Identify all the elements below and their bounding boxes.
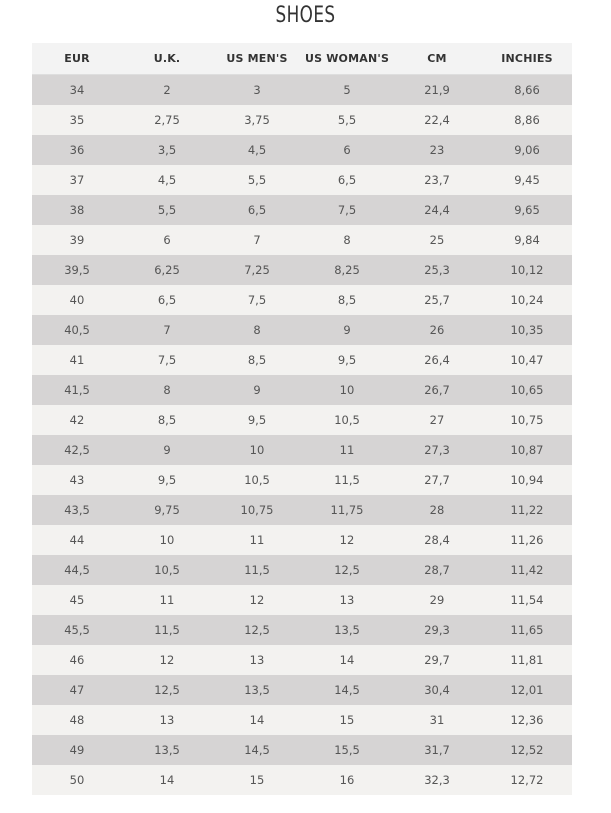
table-cell: 6 <box>302 135 392 165</box>
size-table <box>32 43 572 795</box>
table-cell: 49 <box>32 735 122 765</box>
table-cell: 7,5 <box>212 285 302 315</box>
table-cell: 9 <box>302 315 392 345</box>
table-row <box>32 465 572 495</box>
table-cell: 8 <box>122 375 212 405</box>
table-cell: 44,5 <box>32 555 122 585</box>
table-cell: 11,75 <box>302 495 392 525</box>
table-row <box>32 195 572 225</box>
table-body <box>32 75 572 796</box>
table-row <box>32 255 572 285</box>
table-cell: 31 <box>392 705 482 735</box>
table-cell: 13,5 <box>122 735 212 765</box>
table-cell: 25,7 <box>392 285 482 315</box>
table-cell: 12 <box>122 645 212 675</box>
table-cell: 10,94 <box>482 465 572 495</box>
table-cell: 3,75 <box>212 105 302 135</box>
table-cell: 14 <box>302 645 392 675</box>
table-cell: 12,5 <box>122 675 212 705</box>
table-cell: 11 <box>302 435 392 465</box>
table-cell: 24,4 <box>392 195 482 225</box>
table-cell: 12 <box>302 525 392 555</box>
table-row <box>32 105 572 135</box>
table-cell: 29,7 <box>392 645 482 675</box>
table-cell: 9 <box>122 435 212 465</box>
table-cell: 14,5 <box>212 735 302 765</box>
table-row <box>32 345 572 375</box>
table-cell: 5,5 <box>212 165 302 195</box>
table-cell: 11,26 <box>482 525 572 555</box>
table-cell: 12,01 <box>482 675 572 705</box>
table-cell: 26,4 <box>392 345 482 375</box>
table-cell: 13 <box>302 585 392 615</box>
table-cell: 10,65 <box>482 375 572 405</box>
table-row <box>32 555 572 585</box>
table-cell: 9,5 <box>122 465 212 495</box>
table-row <box>32 165 572 195</box>
table-header-row <box>32 43 572 75</box>
table-cell: 22,4 <box>392 105 482 135</box>
table-cell: 6 <box>122 225 212 255</box>
table-cell: 11,5 <box>122 615 212 645</box>
table-cell: 14 <box>212 705 302 735</box>
table-cell: 10,75 <box>482 405 572 435</box>
table-cell: 10,47 <box>482 345 572 375</box>
table-cell: 7,5 <box>122 345 212 375</box>
table-cell: 12,36 <box>482 705 572 735</box>
table-cell: 28,7 <box>392 555 482 585</box>
table-cell: 10,24 <box>482 285 572 315</box>
table-cell: 8,25 <box>302 255 392 285</box>
table-cell: 11,5 <box>302 465 392 495</box>
table-cell: 11,81 <box>482 645 572 675</box>
table-cell: 25 <box>392 225 482 255</box>
table-row <box>32 495 572 525</box>
table-cell: 47 <box>32 675 122 705</box>
table-cell: 9,45 <box>482 165 572 195</box>
table-cell: 40,5 <box>32 315 122 345</box>
table-cell: 5,5 <box>122 195 212 225</box>
table-cell: 11,65 <box>482 615 572 645</box>
table-cell: 8,5 <box>302 285 392 315</box>
table-cell: 2,75 <box>122 105 212 135</box>
table-cell: 27 <box>392 405 482 435</box>
table-cell: 23,7 <box>392 165 482 195</box>
table-row <box>32 615 572 645</box>
table-cell: 23 <box>392 135 482 165</box>
table-cell: 48 <box>32 705 122 735</box>
table-cell: 3 <box>212 75 302 106</box>
table-row <box>32 285 572 315</box>
table-cell: 42,5 <box>32 435 122 465</box>
table-cell: 6,5 <box>122 285 212 315</box>
table-cell: 12 <box>212 585 302 615</box>
column-header: U.K. <box>122 43 212 75</box>
table-cell: 8 <box>212 315 302 345</box>
table-cell: 26 <box>392 315 482 345</box>
table-cell: 7,5 <box>302 195 392 225</box>
table-cell: 45 <box>32 585 122 615</box>
table-cell: 27,3 <box>392 435 482 465</box>
table-cell: 15 <box>212 765 302 795</box>
table-cell: 27,7 <box>392 465 482 495</box>
column-header: INCHIES <box>482 43 572 75</box>
table-cell: 8,5 <box>122 405 212 435</box>
table-row <box>32 585 572 615</box>
table-cell: 13 <box>212 645 302 675</box>
table-row <box>32 135 572 165</box>
table-cell: 41,5 <box>32 375 122 405</box>
table-cell: 9,84 <box>482 225 572 255</box>
table-cell: 6,5 <box>302 165 392 195</box>
table-cell: 10,75 <box>212 495 302 525</box>
table-cell: 9,5 <box>212 405 302 435</box>
table-cell: 13 <box>122 705 212 735</box>
table-row <box>32 75 572 106</box>
table-cell: 7 <box>122 315 212 345</box>
column-header: US WOMAN'S <box>302 43 392 75</box>
table-cell: 29,3 <box>392 615 482 645</box>
table-cell: 16 <box>302 765 392 795</box>
table-cell: 10,5 <box>122 555 212 585</box>
table-cell: 42 <box>32 405 122 435</box>
table-cell: 11,42 <box>482 555 572 585</box>
table-cell: 13,5 <box>212 675 302 705</box>
table-cell: 38 <box>32 195 122 225</box>
table-cell: 41 <box>32 345 122 375</box>
table-cell: 11 <box>122 585 212 615</box>
table-cell: 29 <box>392 585 482 615</box>
table-cell: 34 <box>32 75 122 106</box>
table-row <box>32 675 572 705</box>
table-cell: 43,5 <box>32 495 122 525</box>
table-cell: 43 <box>32 465 122 495</box>
table-cell: 8,86 <box>482 105 572 135</box>
table-cell: 26,7 <box>392 375 482 405</box>
table-cell: 44 <box>32 525 122 555</box>
table-cell: 10 <box>302 375 392 405</box>
table-row <box>32 315 572 345</box>
table-cell: 9,65 <box>482 195 572 225</box>
table-cell: 25,3 <box>392 255 482 285</box>
table-cell: 21,9 <box>392 75 482 106</box>
table-cell: 36 <box>32 135 122 165</box>
table-cell: 6,25 <box>122 255 212 285</box>
table-row <box>32 705 572 735</box>
table-cell: 8,66 <box>482 75 572 106</box>
table-cell: 10,87 <box>482 435 572 465</box>
table-cell: 11,54 <box>482 585 572 615</box>
table-row <box>32 405 572 435</box>
table-cell: 12,72 <box>482 765 572 795</box>
table-cell: 30,4 <box>392 675 482 705</box>
table-cell: 14 <box>122 765 212 795</box>
table-cell: 7,25 <box>212 255 302 285</box>
table-cell: 8 <box>302 225 392 255</box>
table-cell: 6,5 <box>212 195 302 225</box>
column-header: US MEN'S <box>212 43 302 75</box>
table-cell: 15,5 <box>302 735 392 765</box>
table-cell: 15 <box>302 705 392 735</box>
table-cell: 10,12 <box>482 255 572 285</box>
table-cell: 8,5 <box>212 345 302 375</box>
table-cell: 7 <box>212 225 302 255</box>
table-cell: 12,52 <box>482 735 572 765</box>
table-row <box>32 375 572 405</box>
table-cell: 10,5 <box>302 405 392 435</box>
table-cell: 28,4 <box>392 525 482 555</box>
table-cell: 13,5 <box>302 615 392 645</box>
table-cell: 45,5 <box>32 615 122 645</box>
table-row <box>32 435 572 465</box>
table-cell: 5,5 <box>302 105 392 135</box>
table-cell: 2 <box>122 75 212 106</box>
table-row <box>32 765 572 795</box>
column-header: CM <box>392 43 482 75</box>
table-cell: 31,7 <box>392 735 482 765</box>
table-cell: 10,35 <box>482 315 572 345</box>
table-cell: 12,5 <box>212 615 302 645</box>
table-row <box>32 735 572 765</box>
table-cell: 5 <box>302 75 392 106</box>
column-header: EUR <box>32 43 122 75</box>
table-cell: 12,5 <box>302 555 392 585</box>
table-cell: 10 <box>122 525 212 555</box>
table-cell: 11 <box>212 525 302 555</box>
table-cell: 28 <box>392 495 482 525</box>
table-cell: 11,5 <box>212 555 302 585</box>
table-cell: 4,5 <box>212 135 302 165</box>
table-row <box>32 225 572 255</box>
page-title: SHOES <box>275 3 336 28</box>
table-row <box>32 525 572 555</box>
table-cell: 9,5 <box>302 345 392 375</box>
table-cell: 10,5 <box>212 465 302 495</box>
table-cell: 39 <box>32 225 122 255</box>
table-cell: 35 <box>32 105 122 135</box>
table-cell: 32,3 <box>392 765 482 795</box>
table-cell: 40 <box>32 285 122 315</box>
table-cell: 9 <box>212 375 302 405</box>
table-cell: 46 <box>32 645 122 675</box>
table-cell: 14,5 <box>302 675 392 705</box>
table-cell: 37 <box>32 165 122 195</box>
table-cell: 4,5 <box>122 165 212 195</box>
table-cell: 39,5 <box>32 255 122 285</box>
table-row <box>32 645 572 675</box>
table-cell: 10 <box>212 435 302 465</box>
table-cell: 9,75 <box>122 495 212 525</box>
table-cell: 9,06 <box>482 135 572 165</box>
table-cell: 11,22 <box>482 495 572 525</box>
table-cell: 50 <box>32 765 122 795</box>
table-cell: 3,5 <box>122 135 212 165</box>
